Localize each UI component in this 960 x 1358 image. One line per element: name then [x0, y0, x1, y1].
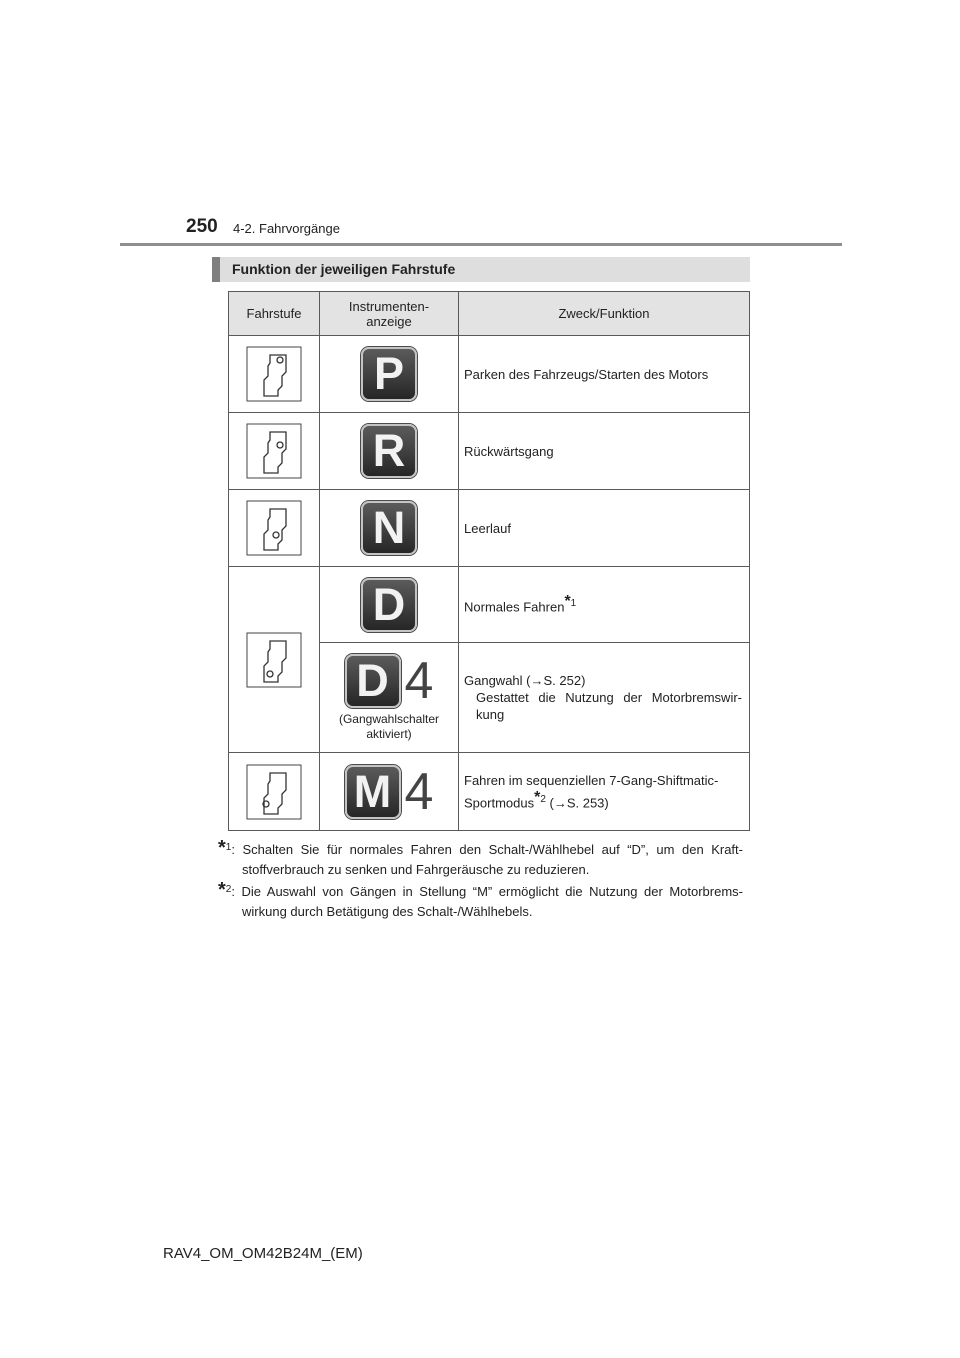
gear-number: 4: [404, 762, 434, 821]
purpose-cell: Leerlauf: [459, 490, 750, 567]
purpose-line1: Fahren im sequenziellen 7-Gang-Shiftmatic-: [464, 772, 719, 788]
table-header-row: [229, 292, 750, 336]
shift-gate-diagram-icon: [246, 632, 302, 688]
footnote-marker: *: [564, 593, 571, 611]
caption-line2: aktiviert): [366, 726, 412, 741]
gate-cell: [229, 567, 320, 753]
footnote-marker-number: 2: [540, 793, 546, 805]
indicator-cell: [320, 567, 459, 643]
table-row: [229, 413, 750, 490]
footnote-label: [218, 837, 232, 859]
header-indicator-line1: Instrumenten-: [348, 298, 430, 314]
gear-function-table: [228, 291, 750, 831]
header-indicator: [320, 292, 459, 336]
footnote-1: [218, 838, 743, 880]
purpose-cell: Rückwärtsgang: [459, 413, 750, 490]
gear-indicator-icon: P: [361, 347, 417, 401]
gear-indicator-group: [345, 651, 434, 710]
footnote-marker-number: 1: [570, 598, 577, 610]
footnote-body: [218, 838, 743, 880]
gear-indicator-icon: D: [345, 654, 401, 708]
footnote-text: : Schalten Sie für normales Fahren den Schalt-/Wählhebel auf “D”, um den Kraft-stoffverbrauch zu senken und Fahrgeräusche zu reduzieren.: [231, 842, 743, 877]
shift-gate-diagram-icon: [246, 500, 302, 556]
indicator-cell: [320, 643, 459, 753]
footnote-2: [218, 880, 743, 922]
purpose-cell: Parken des Fahrzeugs/Starten des Motors: [459, 336, 750, 413]
purpose-text: Gangwahl (→S. 252): [464, 673, 586, 688]
indicator-cell: [320, 413, 459, 490]
header-rule: [120, 243, 842, 246]
purpose-cell: [459, 753, 750, 831]
footnote-text: : Die Auswahl von Gängen in Stellung “M” ermöglicht die Nutzung der Motorbrems-wirkung durch Betätigung des Schalt-/Wählhebels.: [231, 884, 743, 919]
section-title: Funktion der jeweiligen Fahrstufe: [232, 261, 456, 277]
indicator-cell: [320, 336, 459, 413]
purpose-cell: [459, 567, 750, 643]
gate-cell: [229, 753, 320, 831]
purpose-text: Normales Fahren: [464, 599, 565, 615]
table-row: [229, 567, 750, 643]
page-number: 250: [186, 216, 218, 237]
gear-indicator-icon: D: [361, 578, 417, 632]
table-row: [229, 490, 750, 567]
footnote-label: [218, 879, 232, 901]
purpose-cell: [459, 643, 750, 753]
footnote-body: [218, 880, 743, 922]
caption-line1: (Gangwahlschalter: [338, 711, 440, 726]
footnote-marker: *: [534, 788, 541, 806]
gear-indicator-icon: R: [361, 424, 417, 478]
document-code: RAV4_OM_OM42B24M_(EM): [163, 1245, 363, 1262]
shift-gate-diagram-icon: [246, 423, 302, 479]
shift-gate-diagram-icon: [246, 764, 302, 820]
header-purpose: Zweck/Funktion: [459, 292, 750, 336]
gear-indicator-icon: M: [345, 765, 401, 819]
purpose-subtext: Gestattet die Nutzung der Motorbremswir-kung: [476, 690, 742, 722]
gear-indicator-group: [345, 762, 434, 821]
chapter-title: 4-2. Fahrvorgänge: [233, 221, 340, 236]
gate-cell: [229, 336, 320, 413]
footnote-marker: *: [218, 879, 226, 901]
footnote-number: 2: [225, 884, 232, 895]
section-heading: [212, 257, 750, 282]
gate-cell: [229, 413, 320, 490]
footnote-marker: *: [218, 837, 226, 859]
indicator-cell: [320, 753, 459, 831]
indicator-cell: [320, 490, 459, 567]
purpose-line2b: (→S. 253): [545, 795, 609, 811]
purpose-line2a: Sportmodus: [464, 795, 535, 811]
header-gear: Fahrstufe: [229, 292, 320, 336]
gear-indicator-icon: N: [361, 501, 417, 555]
gear-number: 4: [404, 651, 434, 710]
indicator-caption: [320, 712, 458, 742]
table-row: [229, 336, 750, 413]
table-row: [229, 753, 750, 831]
shift-gate-diagram-icon: [246, 346, 302, 402]
footnote-number: 1: [225, 842, 232, 853]
header-indicator-line2: anzeige: [366, 313, 412, 329]
gate-cell: [229, 490, 320, 567]
